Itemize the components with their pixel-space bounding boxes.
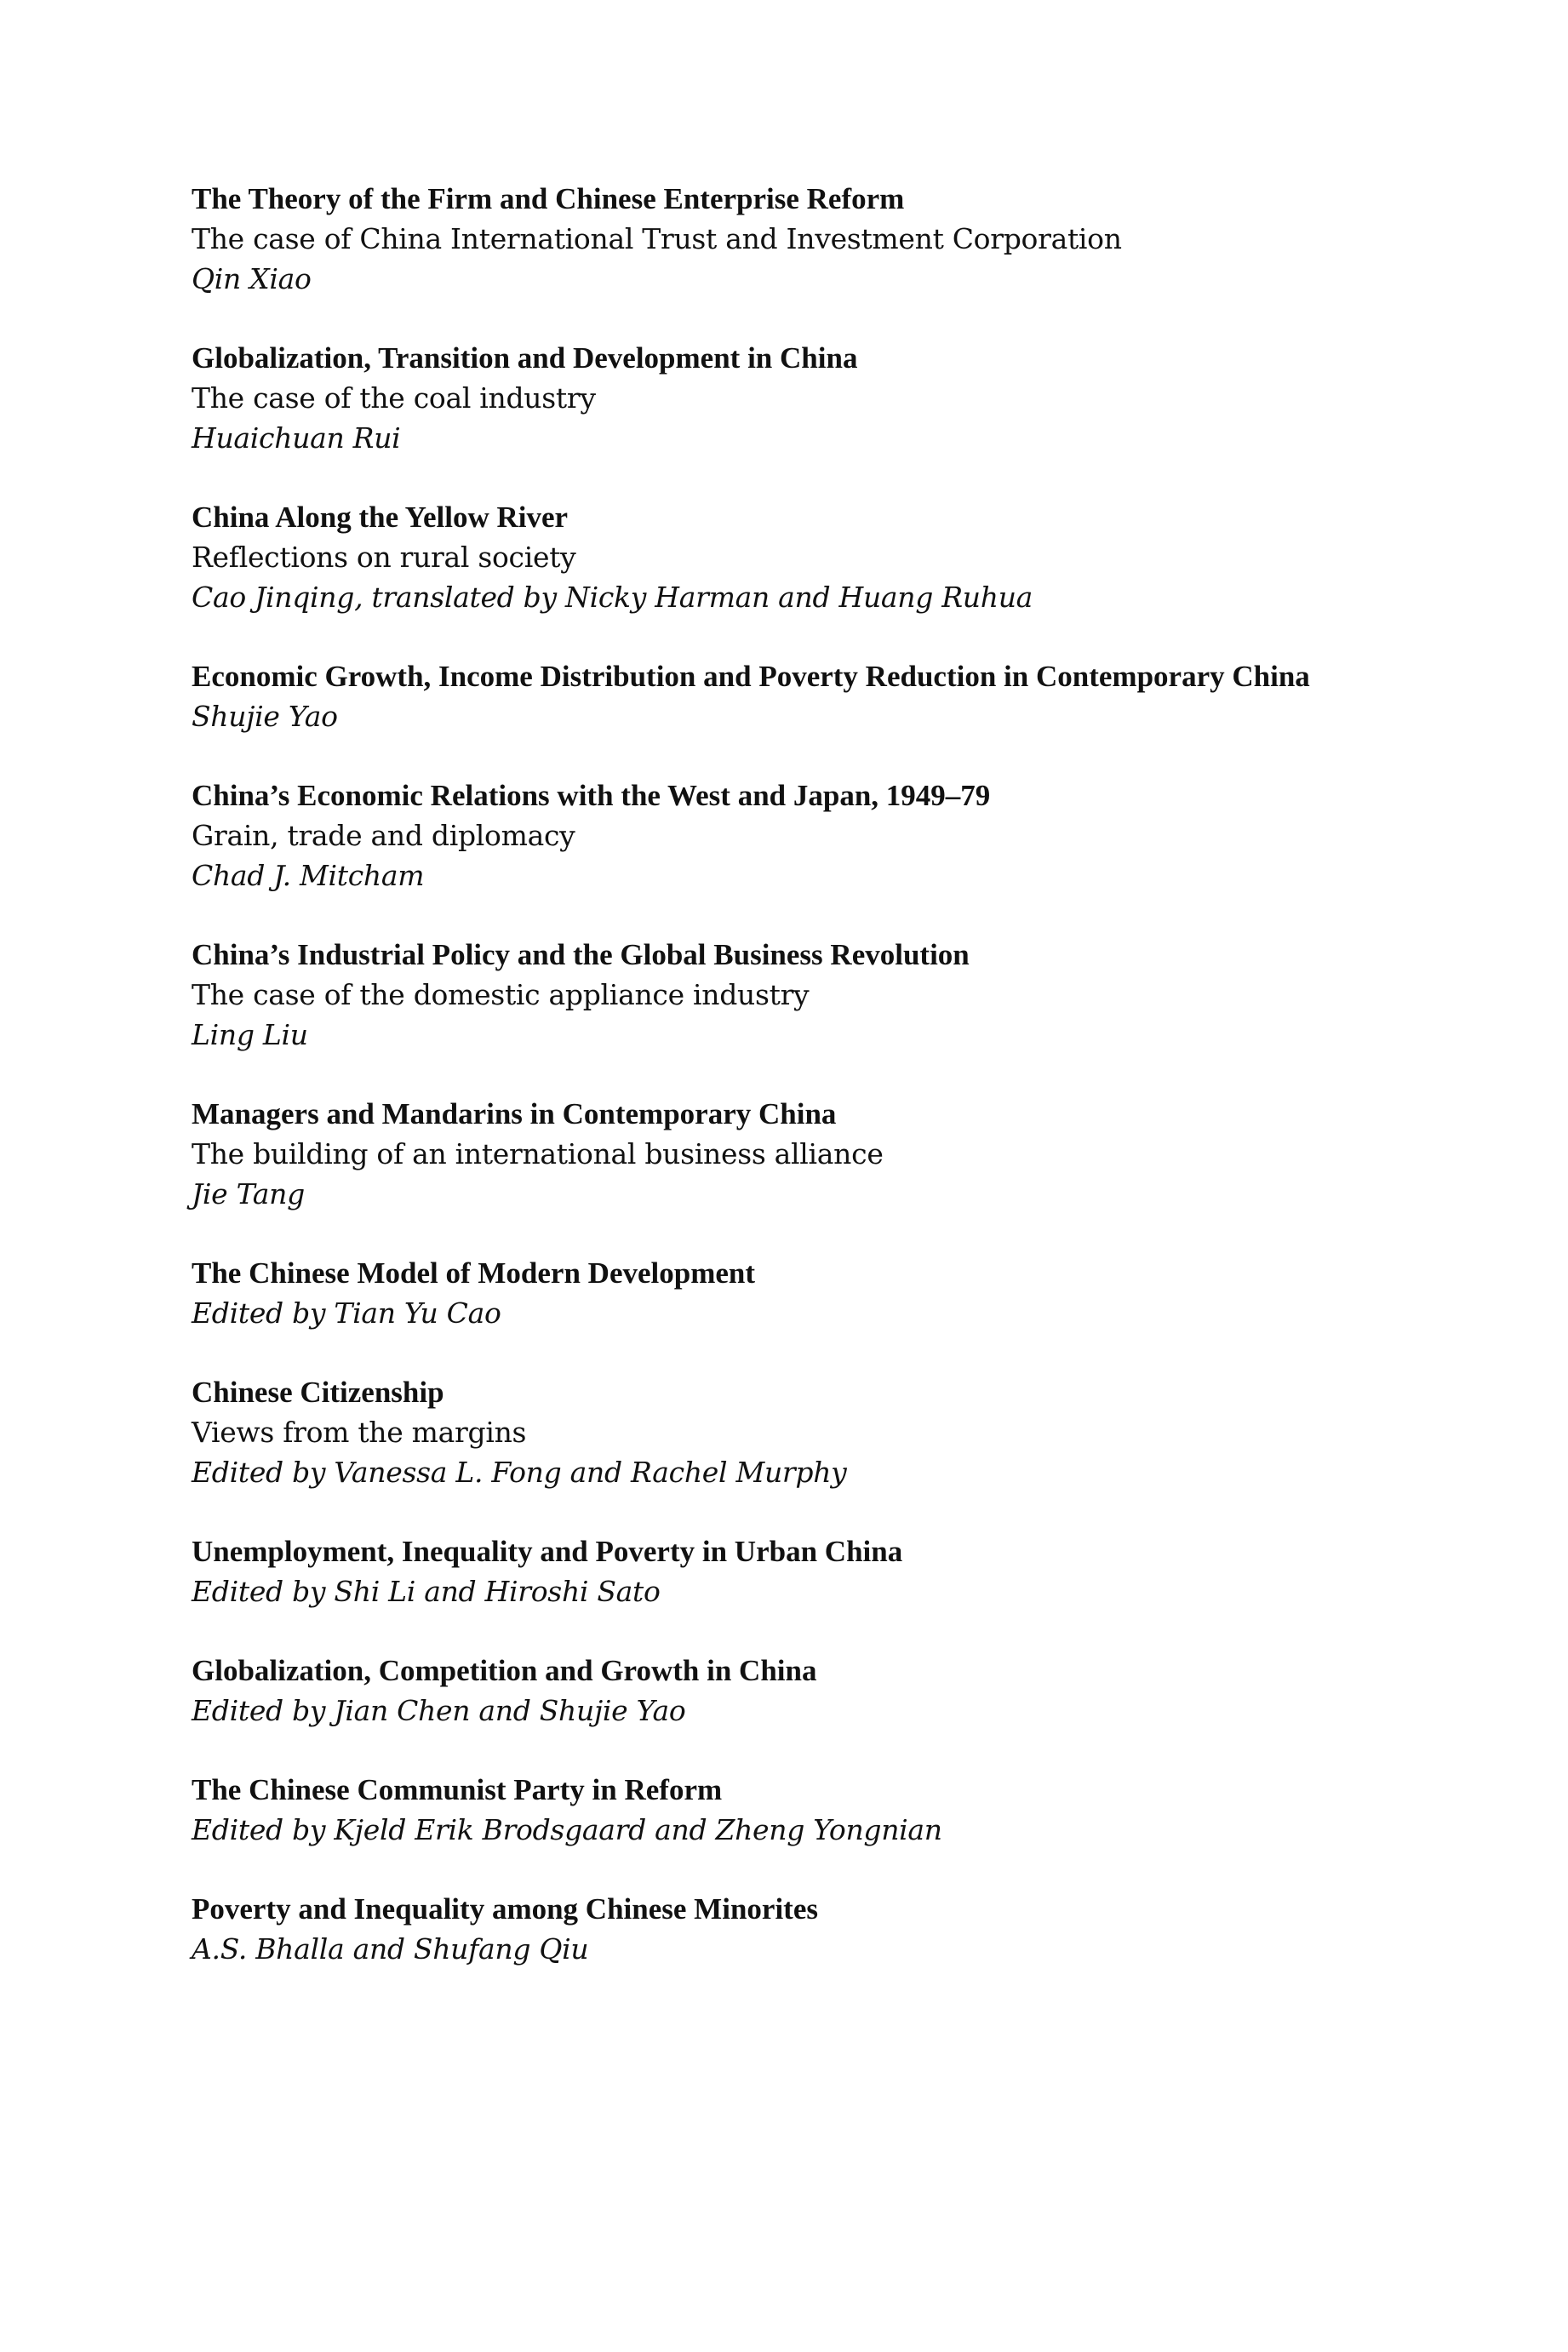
book-subtitle: Grain, trade and diplomacy [192,819,575,852]
book-subtitle: The case of the coal industry [192,381,596,415]
book-author: Edited by Jian Chen and Shujie Yao [192,1694,686,1727]
book-title: Poverty and Inequality among Chinese Minorites [192,1892,818,1926]
book-title: Chinese Citizenship [192,1376,444,1409]
book-entry [192,775,1451,896]
book-author: Shujie Yao [192,700,338,733]
series-book-list [192,179,1451,2008]
book-entry [192,338,1451,458]
book-author: Edited by Vanessa L. Fong and Rachel Murphy [192,1456,847,1489]
book-subtitle: The case of the domestic appliance industry [192,978,810,1011]
book-entry [192,1770,1451,1850]
book-author: Jie Tang [192,1177,305,1210]
book-author: Huaichuan Rui [192,421,401,455]
book-title: The Chinese Model of Modern Development [192,1256,756,1290]
book-subtitle: Reflections on rural society [192,541,576,574]
book-title: The Chinese Communist Party in Reform [192,1773,723,1806]
book-subtitle: The case of China International Trust and Investment Corporation [192,222,1122,255]
book-author: A.S. Bhalla and Shufang Qiu [192,1932,589,1966]
book-entry [192,1889,1451,1969]
book-entry [192,935,1451,1055]
book-author: Cao Jinqing, translated by Nicky Harman and Huang Ruhua [192,581,1033,614]
book-author: Ling Liu [192,1018,308,1051]
book-title: Economic Growth, Income Distribution and Poverty Reduction in Contemporary China [192,660,1310,693]
book-title: Globalization, Transition and Development in China [192,341,858,375]
book-entry [192,1531,1451,1611]
book-title: Globalization, Competition and Growth in China [192,1654,817,1687]
book-title: The Theory of the Firm and Chinese Enterprise Reform [192,182,905,215]
book-title: China Along the Yellow River [192,501,569,534]
book-entry [192,656,1451,736]
book-author: Edited by Tian Yu Cao [192,1296,501,1330]
book-author: Qin Xiao [192,262,312,295]
book-subtitle: Views from the margins [192,1416,527,1449]
book-title: China’s Economic Relations with the West and Japan, 1949–79 [192,779,991,812]
book-entry [192,1372,1451,1492]
book-author: Edited by Shi Li and Hiroshi Sato [192,1575,661,1608]
book-subtitle: The building of an international business alliance [192,1137,884,1170]
book-author: Edited by Kjeld Erik Brodsgaard and Zheng Yongnian [192,1813,942,1846]
book-entry [192,1253,1451,1333]
book-title: China’s Industrial Policy and the Global Business Revolution [192,938,970,971]
book-entry [192,497,1451,617]
book-entry [192,1651,1451,1731]
book-title: Unemployment, Inequality and Poverty in Urban China [192,1535,903,1568]
book-entry [192,1094,1451,1214]
book-entry [192,179,1451,299]
book-title: Managers and Mandarins in Contemporary China [192,1097,837,1130]
book-author: Chad J. Mitcham [192,859,425,892]
